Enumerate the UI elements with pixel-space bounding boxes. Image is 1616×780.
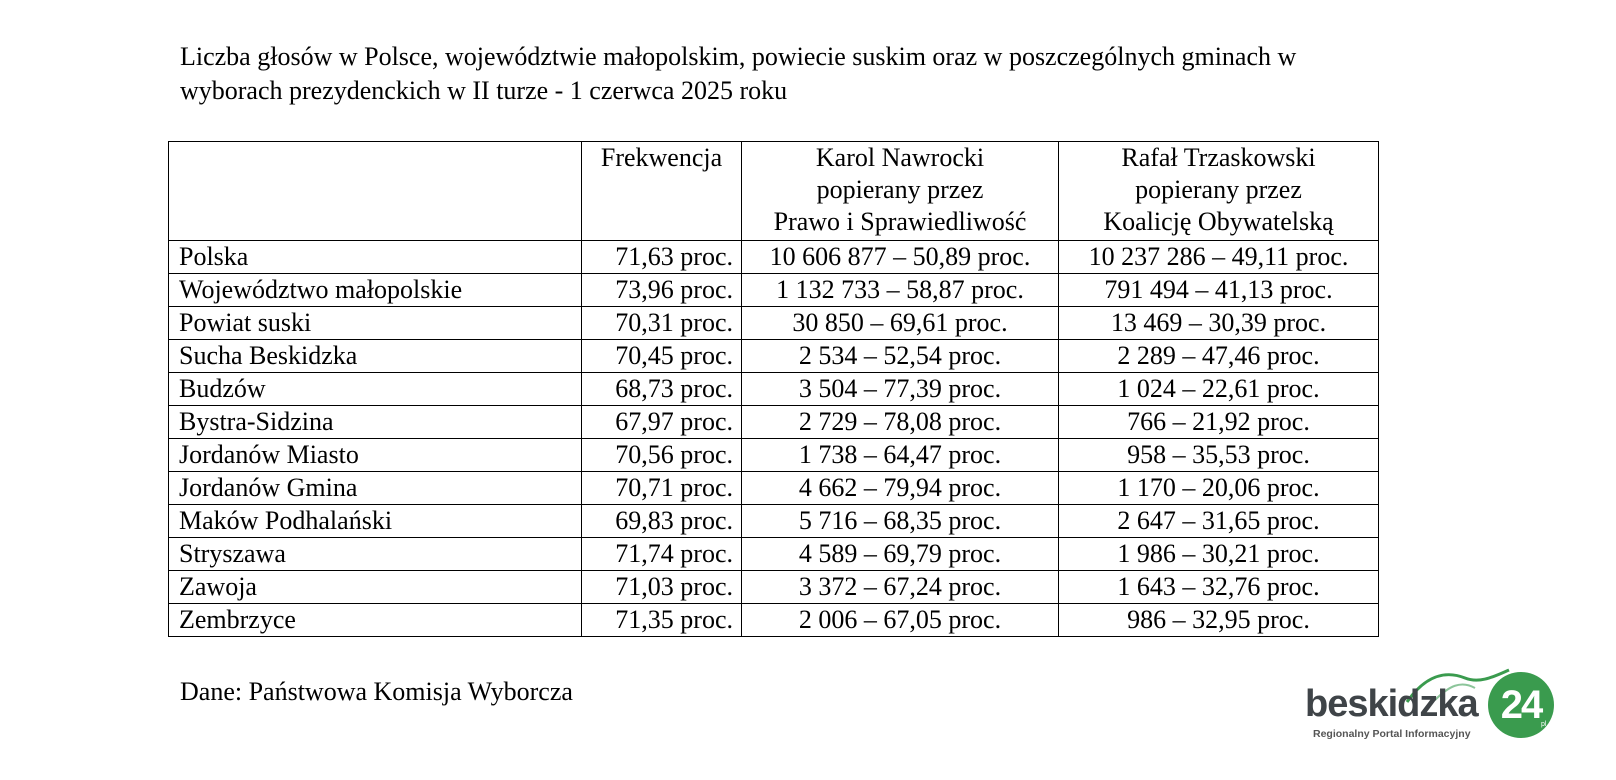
cell-candidate-2-result: 1 986 – 30,21 proc. [1059, 538, 1379, 571]
table-body [169, 241, 1379, 637]
cell-candidate-1-result: 2 729 – 78,08 proc. [742, 406, 1059, 439]
cell-name: Jordanów Miasto [169, 439, 582, 472]
table-row [169, 406, 1379, 439]
cell-name: Zawoja [169, 571, 582, 604]
header-row [169, 142, 1379, 241]
header-turnout: Frekwencja [582, 142, 742, 241]
cell-candidate-2-result: 1 170 – 20,06 proc. [1059, 472, 1379, 505]
cell-turnout: 71,35 proc. [582, 604, 742, 637]
cell-name: Zembrzyce [169, 604, 582, 637]
cell-candidate-1-result: 1 132 733 – 58,87 proc. [742, 274, 1059, 307]
table-row [169, 241, 1379, 274]
cell-candidate-2-result: 986 – 32,95 proc. [1059, 604, 1379, 637]
results-table [168, 141, 1379, 637]
cell-candidate-2-result: 2 647 – 31,65 proc. [1059, 505, 1379, 538]
cell-turnout: 71,03 proc. [582, 571, 742, 604]
cell-turnout: 67,97 proc. [582, 406, 742, 439]
candidate-1-party: Prawo i Sprawiedliwość [773, 207, 1027, 236]
cell-name: Sucha Beskidzka [169, 340, 582, 373]
cell-candidate-1-result: 3 372 – 67,24 proc. [742, 571, 1059, 604]
document-title [180, 40, 1410, 108]
header-candidate-1 [742, 142, 1059, 241]
cell-turnout: 71,74 proc. [582, 538, 742, 571]
cell-name: Budzów [169, 373, 582, 406]
cell-name: Stryszawa [169, 538, 582, 571]
candidate-1-name: Karol Nawrocki [815, 143, 985, 172]
table-row [169, 505, 1379, 538]
candidate-2-support-label: popierany przez [1135, 175, 1302, 204]
cell-name: Polska [169, 241, 582, 274]
cell-turnout: 73,96 proc. [582, 274, 742, 307]
cell-turnout: 70,31 proc. [582, 307, 742, 340]
cell-candidate-1-result: 3 504 – 77,39 proc. [742, 373, 1059, 406]
cell-turnout: 71,63 proc. [582, 241, 742, 274]
table-row [169, 604, 1379, 637]
candidate-1-support-label: popierany przez [816, 175, 984, 204]
table-row [169, 571, 1379, 604]
title-line-2: wyborach prezydenckich w II turze - 1 czerwca 2025 roku [180, 76, 788, 105]
cell-turnout: 68,73 proc. [582, 373, 742, 406]
cell-candidate-2-result: 2 289 – 47,46 proc. [1059, 340, 1379, 373]
cell-candidate-2-result: 1 024 – 22,61 proc. [1059, 373, 1379, 406]
data-source-note: Dane: Państwowa Komisja Wyborcza [180, 677, 573, 706]
cell-turnout: 70,45 proc. [582, 340, 742, 373]
table-header [169, 142, 1379, 241]
cell-candidate-2-result: 10 237 286 – 49,11 proc. [1059, 241, 1379, 274]
cell-turnout: 70,71 proc. [582, 472, 742, 505]
cell-candidate-1-result: 4 662 – 79,94 proc. [742, 472, 1059, 505]
table-row [169, 538, 1379, 571]
cell-turnout: 69,83 proc. [582, 505, 742, 538]
beskidzka24-logo [1305, 676, 1565, 750]
cell-candidate-1-result: 30 850 – 69,61 proc. [742, 307, 1059, 340]
logo-tagline: Regionalny Portal Informacyjny [1313, 728, 1471, 740]
table-row [169, 472, 1379, 505]
cell-candidate-1-result: 5 716 – 68,35 proc. [742, 505, 1059, 538]
cell-name: Bystra-Sidzina [169, 406, 582, 439]
header-candidate-2 [1059, 142, 1379, 241]
cell-candidate-1-result: 2 534 – 52,54 proc. [742, 340, 1059, 373]
cell-turnout: 70,56 proc. [582, 439, 742, 472]
cell-candidate-2-result: 1 643 – 32,76 proc. [1059, 571, 1379, 604]
cell-candidate-1-result: 4 589 – 69,79 proc. [742, 538, 1059, 571]
cell-candidate-2-result: 958 – 35,53 proc. [1059, 439, 1379, 472]
cell-name: Maków Podhalański [169, 505, 582, 538]
logo-badge-suffix: pl [1541, 721, 1547, 728]
cell-candidate-1-result: 2 006 – 67,05 proc. [742, 604, 1059, 637]
table-row [169, 307, 1379, 340]
cell-name: Powiat suski [169, 307, 582, 340]
cell-name: Jordanów Gmina [169, 472, 582, 505]
logo-badge: 24 [1488, 672, 1554, 738]
candidate-2-name: Rafał Trzaskowski [1121, 143, 1316, 172]
cell-candidate-2-result: 766 – 21,92 proc. [1059, 406, 1379, 439]
table-row [169, 439, 1379, 472]
cell-candidate-1-result: 10 606 877 – 50,89 proc. [742, 241, 1059, 274]
header-name [169, 142, 582, 241]
cell-candidate-2-result: 791 494 – 41,13 proc. [1059, 274, 1379, 307]
cell-candidate-2-result: 13 469 – 30,39 proc. [1059, 307, 1379, 340]
table-row [169, 274, 1379, 307]
title-line-1: Liczba głosów w Polsce, województwie małopolskim, powiecie suskim oraz w poszczególnych gminach w [180, 42, 1297, 71]
logo-wordmark: beskidzka [1305, 683, 1478, 725]
cell-name: Województwo małopolskie [169, 274, 582, 307]
table-row [169, 340, 1379, 373]
table-row [169, 373, 1379, 406]
candidate-2-party: Koalicję Obywatelską [1103, 207, 1334, 236]
cell-candidate-1-result: 1 738 – 64,47 proc. [742, 439, 1059, 472]
